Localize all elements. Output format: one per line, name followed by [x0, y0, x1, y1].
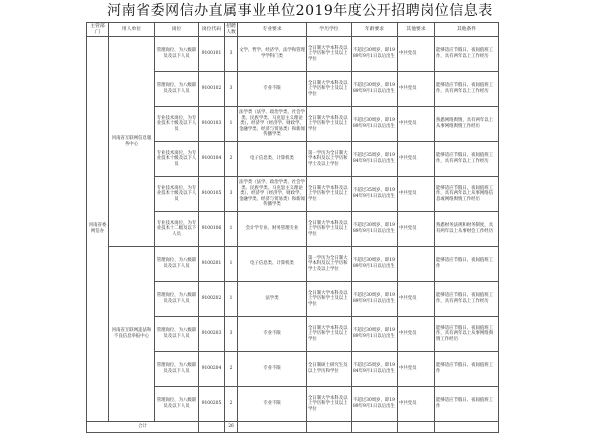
total-spacer	[238, 422, 307, 433]
code-cell: 9100203	[199, 317, 225, 352]
education-cell: 全日制大学本科及以上学历和学士及以上学位	[307, 317, 352, 352]
total-spacer	[199, 422, 225, 433]
post-cell: 管理岗位，为八级职员及以下人员	[155, 317, 199, 352]
document-title: 河南省委网信办直属事业单位2019年度公开招聘岗位信息表	[107, 3, 493, 19]
header-cell: 岗位代码	[199, 23, 225, 37]
condition-cell: 熟悉网络舆情，具有两年以上从事网络舆情工作经历	[435, 107, 499, 142]
post-cell: 管理岗位，为八级职员及以下人员	[155, 37, 199, 72]
header-cell: 专业要求	[238, 23, 307, 37]
count-cell: 3	[225, 37, 238, 72]
condition-cell: 能够适应节假日、夜间值班工作	[435, 387, 499, 422]
major-cell: 会计学专业、财务管理专业	[238, 212, 307, 247]
count-cell: 2	[225, 387, 238, 422]
major-cell: 专业不限	[238, 387, 307, 422]
jobs-table	[86, 22, 499, 433]
count-cell: 3	[225, 317, 238, 352]
code-cell: 9100106	[199, 212, 225, 247]
total-count: 26	[225, 422, 238, 433]
post-cell: 管理岗位，为八级职员及以下人员	[155, 387, 199, 422]
post-cell: 专业技术岗位，为专业技术十二级及以下人员	[155, 212, 199, 247]
major-cell: 专业不限	[238, 317, 307, 352]
code-cell: 9100104	[199, 142, 225, 177]
count-cell: 2	[225, 352, 238, 387]
age-cell: 不超过30周岁，即1989年9月1日以后出生	[352, 317, 398, 352]
age-cell: 不超过35周岁，即1984年9月1日以后出生	[352, 142, 398, 177]
header-cell: 其他条件	[435, 23, 499, 37]
post-cell: 专业技术岗位，为专业技术十级及以下人员	[155, 177, 199, 212]
major-cell: 法学类（法学、政治学类、社会学类、民族学类、马克思主义理论类）、经济学（经济学、财政学、金融学类、经济与贸易类）和新闻传播学类	[238, 177, 307, 212]
age-cell: 不超过30周岁，即1989年9月1日以后出生	[352, 72, 398, 107]
major-cell: 法学类	[238, 282, 307, 317]
major-cell: 电子信息类、计算机类	[238, 247, 307, 282]
other-requirement-cell: 中共党员	[398, 387, 435, 422]
post-cell: 专业技术岗位，为专业技术十级及以下人员	[155, 142, 199, 177]
code-cell: 9100204	[199, 352, 225, 387]
header-cell: 其他要求	[398, 23, 435, 37]
total-spacer	[352, 422, 398, 433]
other-requirement-cell: 中共党员	[398, 177, 435, 212]
other-requirement-cell: 中共党员	[398, 142, 435, 177]
count-cell: 1	[225, 247, 238, 282]
age-cell: 不超过35周岁，即1984年9月1日以后出生	[352, 352, 398, 387]
table-row	[87, 247, 499, 282]
age-cell: 不超过30周岁，即1989年9月1日以后出生	[352, 212, 398, 247]
other-requirement-cell: 中共党员	[398, 317, 435, 352]
header-cell: 主管部门	[87, 23, 109, 37]
code-cell: 9100101	[199, 37, 225, 72]
major-cell: 电子信息类、计算机类	[238, 142, 307, 177]
major-cell: 文学、哲学、经济学、法学和管理学学科门类	[238, 37, 307, 72]
post-cell: 管理岗位，为八级职员及以下人员	[155, 352, 199, 387]
condition-cell: 能够适应节假日、夜间值班工作，具有两年以上工作经历	[435, 37, 499, 72]
post-cell: 专业技术岗位，为专业技术十级及以下人员	[155, 107, 199, 142]
count-cell: 2	[225, 142, 238, 177]
other-requirement-cell: 中共党员	[398, 107, 435, 142]
education-cell: 全日制大学本科及以上学历和学士及以上学位	[307, 37, 352, 72]
header-cell: 用人单位	[109, 23, 155, 37]
age-cell: 不超过30周岁，即1989年9月1日以后出生	[352, 247, 398, 282]
count-cell: 1	[225, 107, 238, 142]
count-cell: 3	[225, 177, 238, 212]
age-cell: 不超过30周岁，即1989年9月1日以后出生	[352, 37, 398, 72]
other-requirement-cell: 中共党员	[398, 72, 435, 107]
count-cell: 1	[225, 282, 238, 317]
other-requirement-cell: 中共党员	[398, 282, 435, 317]
total-label: 合计	[87, 422, 199, 433]
education-cell: 第一学历为全日制大学本科及以上学历和学士及以上学位	[307, 247, 352, 282]
header-cell: 学历学位	[307, 23, 352, 37]
major-cell: 法学类（法学、政治学类、社会学类、民族学类、马克思主义理论类）、经济学（经济学、财政学、金融学类、经济与贸易类）和新闻传播学类	[238, 107, 307, 142]
count-cell: 1	[225, 212, 238, 247]
code-cell: 9100103	[199, 107, 225, 142]
post-cell: 管理岗位，为八级职员及以下人员	[155, 72, 199, 107]
total-spacer	[307, 422, 352, 433]
condition-cell: 熟悉财务法规和财务制度，具有两年以上从事财会工作经历	[435, 212, 499, 247]
condition-cell: 能够适应节假日、夜间值班工作	[435, 352, 499, 387]
education-cell: 全日制硕士研究生及以上学历和学位	[307, 352, 352, 387]
post-cell: 管理岗位，为八级职员及以下人员	[155, 247, 199, 282]
other-requirement-cell	[398, 247, 435, 282]
education-cell: 全日制大学本科及以上学历和学士及以上学位	[307, 212, 352, 247]
unit-cell: 河南省互联网信息服务中心	[109, 37, 155, 247]
condition-cell: 能够适应节假日、夜间值班工作，具有两年以上工作经历	[435, 72, 499, 107]
count-cell: 3	[225, 72, 238, 107]
post-cell: 管理岗位，为八级职员及以下人员	[155, 282, 199, 317]
condition-cell: 能够适应节假日、夜间值班工作，具有两年以上从事网络信息或网络舆情工作经历	[435, 177, 499, 212]
age-cell: 不超过35周岁，即1984年9月1日以后出生	[352, 177, 398, 212]
table-row	[87, 37, 499, 72]
header-cell: 年龄要求	[352, 23, 398, 37]
header-cell: 招聘人数	[226, 23, 236, 35]
major-cell: 专业不限	[238, 72, 307, 107]
age-cell: 不超过30周岁，即1989年9月1日以后出生	[352, 107, 398, 142]
age-cell: 不超过30周岁，即1989年9月1日以后出生	[352, 282, 398, 317]
supervisor-cell: 河南省委网信办	[87, 37, 109, 422]
condition-cell: 能够适应节假日、夜间值班工作，具有两年以上工作经历	[435, 282, 499, 317]
unit-cell: 河南省互联网违法和不良信息举报中心	[109, 247, 155, 422]
total-row	[87, 422, 499, 433]
header-cell: 岗位	[155, 23, 199, 37]
age-cell: 不超过30周岁，即1989年9月1日以后出生	[352, 387, 398, 422]
education-cell: 全日制大学本科及以上学历和学士及以上学位	[307, 282, 352, 317]
total-spacer	[398, 422, 435, 433]
other-requirement-cell: 中共党员	[398, 37, 435, 72]
code-cell: 9100102	[199, 72, 225, 107]
condition-cell: 能够适应节假日、夜间值班工作，具有两年以上从事网络舆情工作经历	[435, 317, 499, 352]
condition-cell: 能够适应节假日、夜间值班工作	[435, 247, 499, 282]
code-cell: 9100105	[199, 177, 225, 212]
condition-cell: 能够适应节假日、夜间值班工作，具有两年以上工作经历	[435, 142, 499, 177]
education-cell: 全日制大学本科及以上学历和学士及以上学位	[307, 107, 352, 142]
education-cell: 全日制大学本科及以上学历和学士及以上学位	[307, 177, 352, 212]
code-cell: 9100201	[199, 247, 225, 282]
other-requirement-cell: 中共党员	[398, 352, 435, 387]
total-spacer	[435, 422, 499, 433]
education-cell: 第一学历为全日制大学本科及以上学历和学士及以上学位	[307, 142, 352, 177]
education-cell: 全日制大学本科及以上学历和学士及以上学位	[307, 72, 352, 107]
education-cell: 全日制大学本科及以上学历和学士及以上学位	[307, 387, 352, 422]
major-cell: 专业不限	[238, 352, 307, 387]
code-cell: 9100202	[199, 282, 225, 317]
other-requirement-cell: 中共党员	[398, 212, 435, 247]
header-row	[87, 23, 499, 37]
code-cell: 9100205	[199, 387, 225, 422]
